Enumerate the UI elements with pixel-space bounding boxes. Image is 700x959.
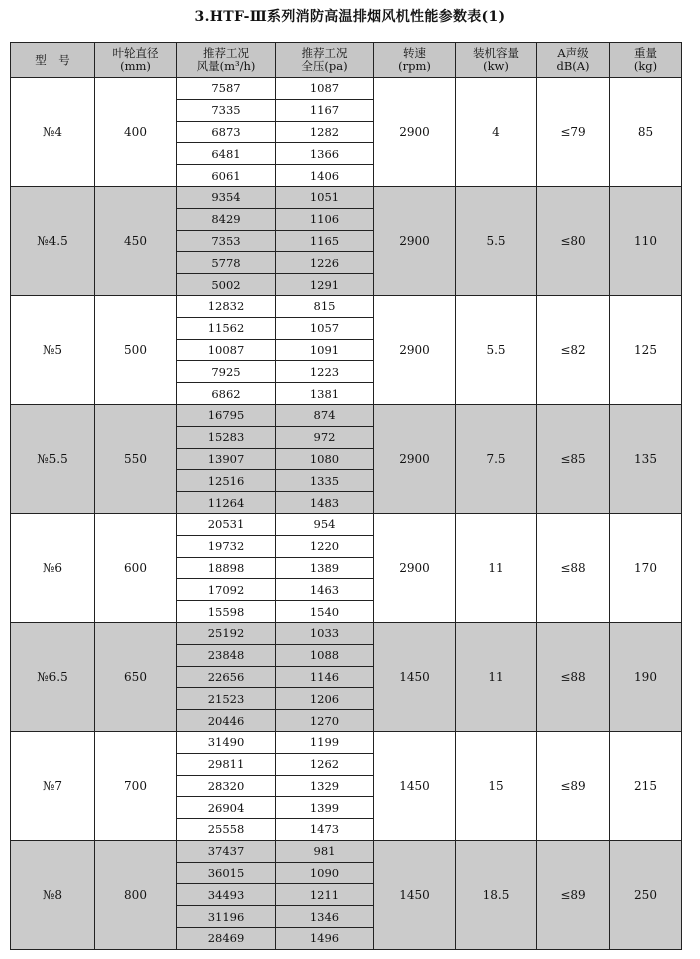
flow-cell: 12516	[177, 470, 276, 492]
speed-cell: 2900	[374, 186, 456, 295]
pressure-cell: 1291	[276, 274, 374, 296]
pressure-cell: 954	[276, 513, 374, 535]
noise-cell: ≤89	[537, 840, 610, 949]
flow-cell: 18898	[177, 557, 276, 579]
table-body	[11, 78, 682, 950]
speed-cell: 2900	[374, 513, 456, 622]
power-cell: 4	[456, 78, 537, 187]
weight-cell: 250	[610, 840, 682, 949]
flow-cell: 37437	[177, 840, 276, 862]
flow-cell: 11264	[177, 492, 276, 514]
model-cell: №8	[11, 840, 95, 949]
flow-cell: 21523	[177, 688, 276, 710]
weight-cell: 190	[610, 622, 682, 731]
model-cell: №6.5	[11, 622, 95, 731]
diameter-cell: 550	[95, 404, 177, 513]
flow-cell: 22656	[177, 666, 276, 688]
power-cell: 18.5	[456, 840, 537, 949]
pressure-cell: 1346	[276, 906, 374, 928]
pressure-cell: 1199	[276, 731, 374, 753]
flow-cell: 34493	[177, 884, 276, 906]
table-row	[11, 731, 682, 753]
flow-cell: 31490	[177, 731, 276, 753]
table-row	[11, 840, 682, 862]
flow-cell: 20446	[177, 710, 276, 732]
pressure-cell: 1051	[276, 186, 374, 208]
flow-cell: 10087	[177, 339, 276, 361]
table-row	[11, 404, 682, 426]
flow-cell: 23848	[177, 644, 276, 666]
flow-cell: 17092	[177, 579, 276, 601]
noise-cell: ≤88	[537, 513, 610, 622]
pressure-cell: 1406	[276, 165, 374, 187]
flow-cell: 16795	[177, 404, 276, 426]
weight-cell: 135	[610, 404, 682, 513]
flow-cell: 36015	[177, 862, 276, 884]
pressure-cell: 1381	[276, 383, 374, 405]
flow-cell: 29811	[177, 753, 276, 775]
pressure-cell: 1165	[276, 230, 374, 252]
flow-cell: 5778	[177, 252, 276, 274]
flow-cell: 25192	[177, 622, 276, 644]
pressure-cell: 1090	[276, 862, 374, 884]
header-weight: 重量 (kg)	[610, 43, 682, 78]
pressure-cell: 1087	[276, 78, 374, 100]
flow-cell: 20531	[177, 513, 276, 535]
model-cell: №4	[11, 78, 95, 187]
weight-cell: 85	[610, 78, 682, 187]
pressure-cell: 1106	[276, 208, 374, 230]
flow-cell: 5002	[177, 274, 276, 296]
pressure-cell: 1167	[276, 99, 374, 121]
pressure-cell: 1463	[276, 579, 374, 601]
speed-cell: 1450	[374, 622, 456, 731]
weight-cell: 215	[610, 731, 682, 840]
model-cell: №4.5	[11, 186, 95, 295]
table-row	[11, 295, 682, 317]
pressure-cell: 1206	[276, 688, 374, 710]
diameter-cell: 450	[95, 186, 177, 295]
flow-cell: 9354	[177, 186, 276, 208]
diameter-cell: 400	[95, 78, 177, 187]
speed-cell: 2900	[374, 78, 456, 187]
flow-cell: 7925	[177, 361, 276, 383]
pressure-cell: 1088	[276, 644, 374, 666]
header-row	[11, 43, 682, 78]
pressure-cell: 1080	[276, 448, 374, 470]
power-cell: 15	[456, 731, 537, 840]
model-cell: №6	[11, 513, 95, 622]
pressure-cell: 1146	[276, 666, 374, 688]
pressure-cell: 1091	[276, 339, 374, 361]
flow-cell: 31196	[177, 906, 276, 928]
flow-cell: 6873	[177, 121, 276, 143]
flow-cell: 19732	[177, 535, 276, 557]
noise-cell: ≤80	[537, 186, 610, 295]
model-cell: №7	[11, 731, 95, 840]
pressure-cell: 1282	[276, 121, 374, 143]
flow-cell: 15283	[177, 426, 276, 448]
pressure-cell: 1496	[276, 928, 374, 950]
table-row	[11, 186, 682, 208]
flow-cell: 12832	[177, 295, 276, 317]
pressure-cell: 815	[276, 295, 374, 317]
pressure-cell: 874	[276, 404, 374, 426]
flow-cell: 11562	[177, 317, 276, 339]
pressure-cell: 1335	[276, 470, 374, 492]
pressure-cell: 1220	[276, 535, 374, 557]
pressure-cell: 1223	[276, 361, 374, 383]
diameter-cell: 700	[95, 731, 177, 840]
pressure-cell: 1033	[276, 622, 374, 644]
noise-cell: ≤88	[537, 622, 610, 731]
flow-cell: 7335	[177, 99, 276, 121]
flow-cell: 15598	[177, 601, 276, 623]
flow-cell: 28469	[177, 928, 276, 950]
pressure-cell: 1226	[276, 252, 374, 274]
pressure-cell: 1211	[276, 884, 374, 906]
model-cell: №5	[11, 295, 95, 404]
weight-cell: 170	[610, 513, 682, 622]
flow-cell: 28320	[177, 775, 276, 797]
flow-cell: 6061	[177, 165, 276, 187]
pressure-cell: 1329	[276, 775, 374, 797]
flow-cell: 7353	[177, 230, 276, 252]
model-cell: №5.5	[11, 404, 95, 513]
header-flow: 推荐工况 风量(m³/h)	[177, 43, 276, 78]
fan-parameter-table	[10, 42, 682, 950]
noise-cell: ≤82	[537, 295, 610, 404]
pressure-cell: 1540	[276, 601, 374, 623]
table-title: 3.HTF-Ⅲ系列消防高温排烟风机性能参数表(1)	[194, 9, 506, 25]
diameter-cell: 600	[95, 513, 177, 622]
flow-cell: 6481	[177, 143, 276, 165]
table-row	[11, 513, 682, 535]
table-row	[11, 622, 682, 644]
noise-cell: ≤79	[537, 78, 610, 187]
power-cell: 5.5	[456, 295, 537, 404]
flow-cell: 13907	[177, 448, 276, 470]
table-row	[11, 78, 682, 100]
pressure-cell: 1366	[276, 143, 374, 165]
pressure-cell: 1057	[276, 317, 374, 339]
flow-cell: 26904	[177, 797, 276, 819]
weight-cell: 110	[610, 186, 682, 295]
power-cell: 5.5	[456, 186, 537, 295]
header-noise: A声级 dB(A)	[537, 43, 610, 78]
header-model: 型 号	[11, 43, 95, 78]
noise-cell: ≤85	[537, 404, 610, 513]
diameter-cell: 800	[95, 840, 177, 949]
header-power: 装机容量 (kw)	[456, 43, 537, 78]
noise-cell: ≤89	[537, 731, 610, 840]
pressure-cell: 1473	[276, 819, 374, 841]
power-cell: 11	[456, 622, 537, 731]
power-cell: 11	[456, 513, 537, 622]
speed-cell: 1450	[374, 840, 456, 949]
pressure-cell: 1270	[276, 710, 374, 732]
pressure-cell: 1389	[276, 557, 374, 579]
speed-cell: 2900	[374, 404, 456, 513]
speed-cell: 2900	[374, 295, 456, 404]
power-cell: 7.5	[456, 404, 537, 513]
diameter-cell: 650	[95, 622, 177, 731]
speed-cell: 1450	[374, 731, 456, 840]
flow-cell: 8429	[177, 208, 276, 230]
header-diameter: 叶轮直径 (mm)	[95, 43, 177, 78]
pressure-cell: 1262	[276, 753, 374, 775]
pressure-cell: 981	[276, 840, 374, 862]
diameter-cell: 500	[95, 295, 177, 404]
flow-cell: 7587	[177, 78, 276, 100]
flow-cell: 25558	[177, 819, 276, 841]
pressure-cell: 1399	[276, 797, 374, 819]
header-speed: 转速 (rpm)	[374, 43, 456, 78]
header-pressure: 推荐工况 全压(pa)	[276, 43, 374, 78]
pressure-cell: 1483	[276, 492, 374, 514]
pressure-cell: 972	[276, 426, 374, 448]
flow-cell: 6862	[177, 383, 276, 405]
weight-cell: 125	[610, 295, 682, 404]
